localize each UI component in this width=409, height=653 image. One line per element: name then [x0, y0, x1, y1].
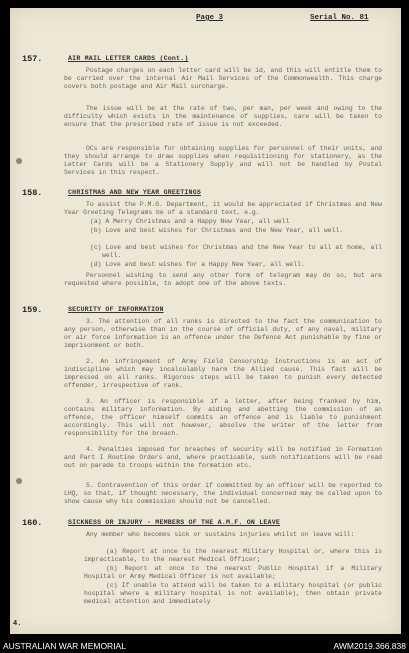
- section-title: AIR MAIL LETTER CARDS (Cont.): [68, 55, 189, 62]
- section-number: 160.: [22, 518, 43, 528]
- section-title: SECURITY OF INFORMATION: [68, 306, 164, 313]
- list-item: (c) If unable to attend will be taken to a military hospital (or public hospital where a military hospital is not available), then obtain private medical attention and immediately: [84, 582, 382, 605]
- list-item: (c) Love and best wishes for Christmas and the New Year to all at home, all well.: [90, 244, 382, 259]
- list-item: (b) Love and best wishes for Christmas and the New Year, all well.: [90, 227, 344, 234]
- list-item: (d) Love and best wishes for a Happy New Year, all well.: [90, 261, 305, 268]
- paragraph: OCs are responsible for obtaining supplies for personnel of their units, and they should arrange to draw supplies when requisitioning for stationery, as the Letter Cards will be a Stationery Supply and will not be handled by Postal Services in this respect.: [64, 145, 382, 176]
- paragraph: Personnel wishing to send any other form of telegram may do so, but are requested where possible, to adopt one of the above texts.: [64, 272, 382, 287]
- list-item: (b) Report at once to the nearest Public Hospital if a Military Hospital or Army Medical Officer is not available;: [84, 565, 382, 580]
- section-number: 157.: [22, 54, 43, 64]
- serial-number: Serial No. 81: [310, 14, 369, 22]
- paragraph: Postage charges on each letter card will be 1d, and this will entitle them to be carried over the internal Air Mail Services of the Commonwealth. This charge covers both postage and Air Mail surcharge.: [64, 67, 382, 90]
- punch-hole: [16, 158, 22, 164]
- paragraph: The issue will be at the rate of two, per man, per week and owing to the difficulty which exists in the maintenance of supplies, care will be taken to ensure that the prescribed rate of issue is not exceeded.: [64, 105, 382, 128]
- section-number: 159.: [22, 305, 43, 315]
- paragraph: Any member who becomes sick or sustains injuries whilst on leave will:: [86, 531, 355, 538]
- page-number: Page 3: [196, 14, 224, 22]
- paragraph: 3. An officer is responsible if a letter, after being franked by him, contains military information. By aiding and abetting the commission of an offence, the officer himself commits an offence and is liable to punishment accordingly. This will not however, absolve the writer of the letter from responsibility for the breach.: [64, 398, 382, 437]
- list-item: (a) A Merry Christmas and a Happy New Year, all well: [90, 218, 290, 225]
- list-item: (a) Report at once to the nearest Military Hospital or, where this is impracticable, to the nearest Medical Officer;: [84, 548, 382, 563]
- section-number: 158.: [22, 188, 43, 198]
- punch-hole: [16, 478, 22, 484]
- section-title: CHRISTMAS AND NEW YEAR GREETINGS: [68, 189, 202, 196]
- paragraph: 4. Penalties imposed for breaches of security will be notified in Formation and Part I Routine Orders and, where practicable, such notifications will be read out on parade to troops within the formation etc.: [64, 446, 382, 469]
- paragraph: 5. Contravention of this order if committed by an officer will be reported to LHQ, so that, if thought necessary, the individual concerned may be called upon to show cause why his commission should not be cancelled.: [64, 482, 382, 505]
- paragraph: 3. The attention of all ranks is directed to the fact the communication to any person, otherwise than in the course of official duty, of any naval, military or air force information is an offence under the Defence Act punishable by fine or imprisonment or both.: [64, 318, 382, 349]
- archive-name: AUSTRALIAN WAR MEMORIAL: [3, 641, 126, 651]
- corner-mark: 4.: [13, 620, 22, 628]
- archive-footer: [0, 640, 409, 653]
- archive-reference: AWM2019.366.838: [333, 641, 406, 651]
- section-title: SICKNESS OR INJURY - MEMBERS OF THE A.M.F. ON LEAVE: [68, 519, 281, 526]
- paragraph: To assist the P.M.G. Department, it would be appreciated if Christmas and New Year Greeting Telegrams be of a standard text, e.g.: [64, 201, 382, 216]
- paragraph: 2. An infringement of Army Field Censorship Instructions is an act of indiscipline which may incalculably harm the Allied cause. This fact will be impressed on all ranks. Rigorous steps will be taken to punish every detected offender, irrespective of rank.: [64, 358, 382, 389]
- document-page: [10, 8, 401, 634]
